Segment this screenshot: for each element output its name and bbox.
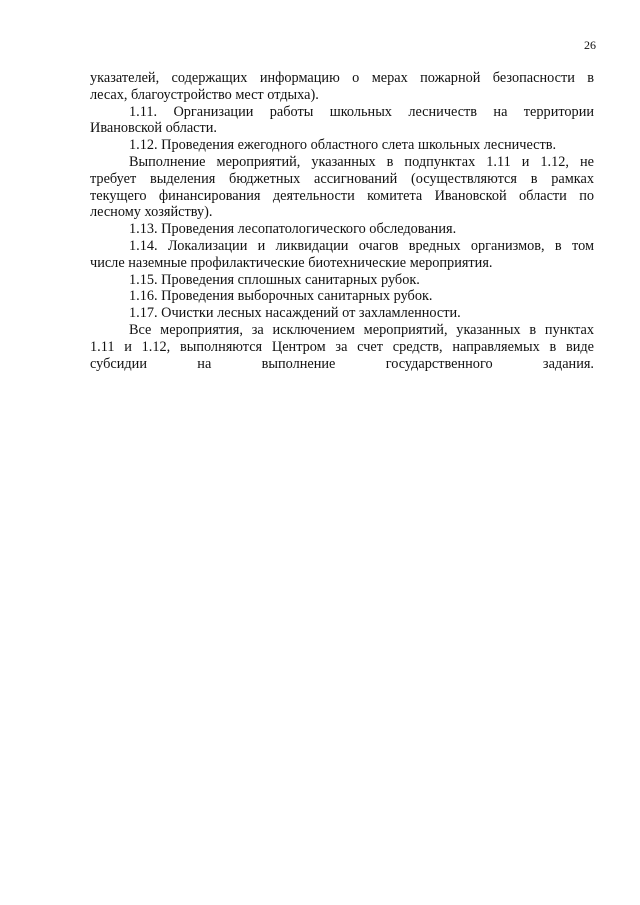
document-body (90, 70, 594, 372)
page-number: 26 (584, 38, 596, 52)
text-line: числе наземные профилактические биотехнические мероприятия. (90, 254, 493, 271)
text-line: 1.15. Проведения сплошных санитарных рубок. (129, 271, 420, 288)
text-line: Выполнение мероприятий, указанных в подпунктах 1.11 и 1.12, не (129, 153, 594, 170)
text-line: требует выделения бюджетных ассигнований (осуществляются в рамках (90, 170, 594, 187)
text-line: Все мероприятия, за исключением мероприятий, указанных в пунктах (129, 321, 594, 338)
text-line: 1.11 и 1.12, выполняются Центром за счет средств, направляемых в виде (90, 338, 594, 355)
text-line: лесах, благоустройство мест отдыха). (90, 86, 319, 103)
text-line: текущего финансирования деятельности комитета Ивановской области по (90, 187, 594, 204)
text-line: лесному хозяйству). (90, 204, 213, 221)
text-line: субсидии на выполнение государственного задания. (90, 355, 594, 372)
text-line: 1.12. Проведения ежегодного областного слета школьных лесничеств. (129, 137, 557, 154)
text-line: Ивановской области. (90, 120, 218, 137)
text-line: указателей, содержащих информацию о мерах пожарной безопасности в (90, 70, 594, 86)
text-line: 1.17. Очистки лесных насаждений от захламленности. (129, 305, 461, 322)
text-line: 1.11. Организации работы школьных лесничеств на территории (129, 103, 594, 120)
text-line: 1.14. Локализации и ликвидации очагов вредных организмов, в том (129, 237, 594, 254)
text-line: 1.16. Проведения выборочных санитарных рубок. (129, 288, 433, 305)
text-line: 1.13. Проведения лесопатологического обследования. (129, 221, 457, 238)
